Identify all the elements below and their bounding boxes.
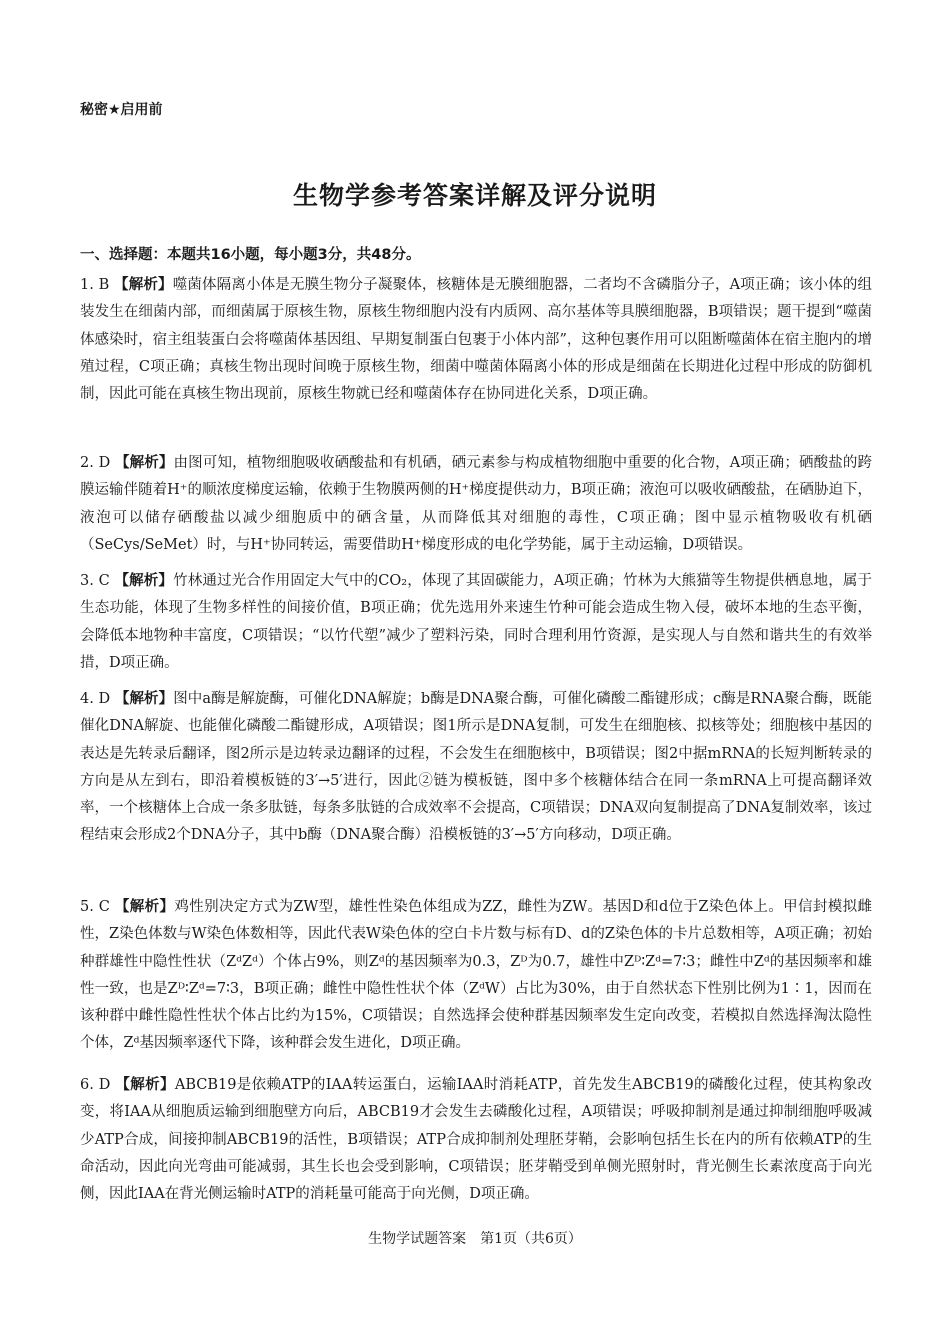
analysis-tag: 【解析】	[114, 899, 175, 915]
answer-text: 鸡性别决定方式为ZW型，雄性性染色体组成为ZZ，雌性为ZW。基因D和d位于Z染色体上。甲信封模拟雌性，Z染色体数与W染色体数相等，因此代表W染色体的空白卡片数与标有D、d的Z染色体的卡片总数相等，A项正确；初始种群雄性中隐性性状（ZᵈZᵈ）个体占9%，则Zᵈ的基因频率为0.3，Zᴰ为0.7，雄性中Zᴰ∶Zᵈ=7∶3；雌性中Zᵈ的基因频率和雄性一致，也是Zᴰ∶Zᵈ=7∶3，B项正确；雌性中隐性性状个体（ZᵈW）占比为30%，由于自然状态下性别比例为1∶1，因而在该种群中雌性隐性性状个体占比约为15%，C项错误；自然选择会使种群基因频率发生定向改变，若模拟自然选择淘汰隐性个体，Zᵈ基因频率逐代下降，该种群会发生进化，D项正确。	[80, 899, 872, 1052]
page-title: 生物学参考答案详解及评分说明	[292, 181, 657, 210]
answer-number: 2. D	[80, 455, 111, 471]
answer-item-5	[80, 894, 872, 1062]
analysis-tag: 【解析】	[114, 573, 174, 589]
answer-text: 图中a酶是解旋酶，可催化DNA解旋；b酶是DNA聚合酶，可催化磷酸二酯键形成；c酶是RNA聚合酶，既能催化DNA解旋、也能催化磷酸二酯键形成，A项错误；图1所示是DNA复制，可发生在细胞核、拟核等处；细胞核中基因的表达是先转录后翻译，图2所示是边转录边翻译的过程，不会发生在细胞核中，B项错误；图2中据mRNA的长短判断转录的方向是从左到右，即沿着模板链的3′→5′进行，因此②链为模板链，图中多个核糖体结合在同一条mRNA上可提高翻译效率，一个核糖体上合成一条多肽链，每条多肽链的合成效率不会提高，C项错误；DNA双向复制提高了DNA复制效率，该过程结束会形成2个DNA分子，其中b酶（DNA聚合酶）沿模板链的3′→5′方向移动，D项正确。	[80, 691, 872, 844]
answer-text: ABCB19是依赖ATP的IAA转运蛋白，运输IAA时消耗ATP，首先发生ABCB19的磷酸化过程，使其构象改变，将IAA从细胞质运输到细胞壁方向后，ABCB19才会发生去磷酸化过程，A项错误；呼吸抑制剂是通过抑制细胞呼吸减少ATP合成，间接抑制ABCB19的活性，B项错误；ATP合成抑制剂处理胚芽鞘，会影响包括生长在内的所有依赖ATP的生命活动，因此向光弯曲可能减弱，其生长也会受到影响，C项错误；胚芽鞘受到单侧光照射时，背光侧生长素浓度高于向光侧，因此IAA在背光侧运输时ATP的消耗量可能高于向光侧，D项正确。	[80, 1077, 872, 1203]
answer-text: 噬菌体隔离小体是无膜生物分子凝聚体，核糖体是无膜细胞器，二者均不含磷脂分子，A项正确；该小体的组装发生在细菌内部，而细菌属于原核生物，原核生物细胞内没有内质网、高尔基体等具膜细胞器，B项错误；题干提到“噬菌体感染时，宿主组装蛋白会将噬菌体基因组、早期复制蛋白包裹于小体内部”，这种包裹作用可以阻断噬菌体在宿主胞内的增殖过程，C项正确；真核生物出现时间晚于原核生物，细菌中噬菌体隔离小体的形成是细菌在长期进化过程中形成的防御机制，因此可能在真核生物出现前，原核生物就已经和噬菌体存在协同进化关系，D项正确。	[80, 277, 872, 403]
analysis-tag: 【解析】	[114, 455, 174, 471]
confidential-mark: 秘密★启用前	[80, 102, 163, 118]
answer-item-6	[80, 1072, 872, 1214]
answer-item-4	[80, 686, 872, 884]
answer-item-3	[80, 568, 872, 681]
answer-number: 5. C	[80, 899, 110, 915]
page-footer: 生物学试题答案 第1页（共6页）	[368, 1231, 582, 1247]
answer-number: 6. D	[80, 1077, 111, 1093]
answer-text: 竹林通过光合作用固定大气中的CO₂，体现了其固碳能力，A项正确；竹林为大熊猫等生物提供栖息地，属于生态功能，体现了生物多样性的间接价值，B项正确；优先选用外来速生竹种可能会造成生物入侵，破坏本地的生态平衡，会降低本地物种丰富度，C项错误；“以竹代塑”减少了塑料污染，同时合理利用竹资源，是实现人与自然和谐共生的有效举措，D项正确。	[80, 573, 872, 671]
answer-number: 1. B	[80, 277, 110, 293]
answer-number: 4. D	[80, 691, 111, 707]
analysis-tag: 【解析】	[114, 691, 174, 707]
analysis-tag: 【解析】	[114, 277, 173, 293]
analysis-tag: 【解析】	[115, 1077, 175, 1093]
answer-number: 3. C	[80, 573, 110, 589]
answer-item-2	[80, 450, 872, 563]
answer-text: 由图可知，植物细胞吸收硒酸盐和有机硒，硒元素参与构成植物细胞中重要的化合物，A项正确；硒酸盐的跨膜运输伴随着H⁺的顺浓度梯度运输，依赖于生物膜两侧的H⁺梯度提供动力，B项正确；液泡可以吸收硒酸盐，在硒胁迫下，液泡可以储存硒酸盐以减少细胞质中的硒含量，从而降低其对细胞的毒性，C项正确；图中显示植物吸收有机硒（SeCys/SeMet）时，与H⁺协同转运，需要借助H⁺梯度形成的电化学势能，属于主动运输，D项错误。	[80, 455, 872, 553]
answer-item-1	[80, 272, 872, 440]
section-heading: 一、选择题：本题共16小题，每小题3分，共48分。	[80, 247, 421, 263]
